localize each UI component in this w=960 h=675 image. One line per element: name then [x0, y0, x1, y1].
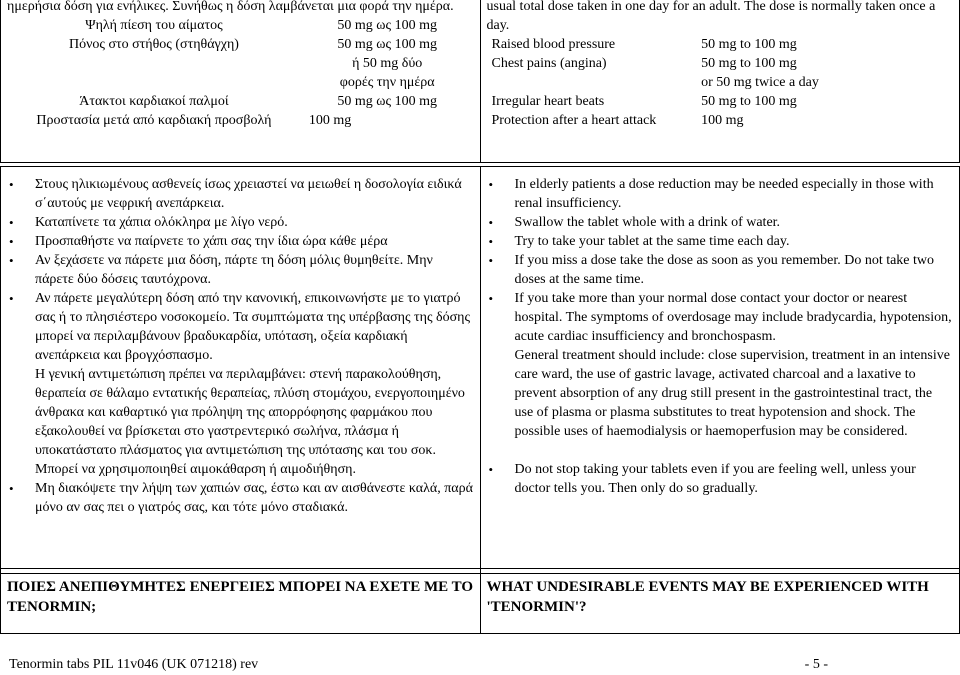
dose-value: 100 mg	[308, 113, 352, 128]
bullet-icon: •	[9, 177, 14, 192]
bullet-icon: •	[488, 177, 494, 192]
dose-condition: Προστασία μετά από καρδιακή προσβολή	[36, 113, 272, 128]
list-item-text: In elderly patients a dose reduction may be needed especially in those with renal insufficiency.	[514, 177, 934, 211]
section-heading-table	[0, 568, 960, 634]
english-dosage-cell	[480, 0, 960, 163]
english-instructions-cell	[480, 167, 960, 574]
greek-dosage-cell	[1, 0, 481, 163]
footer-document-id: Tenormin tabs PIL 11v046 (UK 071218) rev	[9, 657, 259, 672]
list-item-text: Try to take your tablet at the same time each day.	[514, 234, 790, 249]
bullet-icon: •	[488, 234, 494, 249]
greek-instructions-cell	[1, 167, 481, 574]
greek-bullet-list	[7, 175, 474, 517]
dose-row	[487, 35, 954, 54]
list-item	[7, 232, 474, 251]
dose-row	[487, 92, 954, 111]
dose-value: or 50 mg twice a day	[701, 75, 819, 90]
list-item-text: If you miss a dose take the dose as soon as you remember. Do not take two doses at the same time.	[514, 253, 935, 287]
bullet-icon: •	[9, 291, 14, 306]
footer-page-number: - 5 -	[804, 657, 828, 672]
dose-row	[487, 111, 954, 130]
greek-section-heading: ΠΟΙΕΣ ΑΝΕΠΙΘΥΜΗΤΕΣ ΕΝΕΡΓΕΙΕΣ ΜΠΟΡΕΙ ΝΑ ΕΧΕΤΕ ΜΕ ΤΟ TENORMIN;	[1, 569, 481, 634]
list-item	[487, 232, 954, 251]
dose-row	[487, 54, 954, 73]
list-item-text: If you take more than your normal dose contact your doctor or nearest hospital. The symptoms of overdosage may include bradycardia, hypotension, acute cardiac insufficiency and bronchospasm.	[514, 291, 952, 344]
list-item	[487, 289, 954, 441]
dose-value: 50 mg ως 100 mg	[337, 94, 437, 109]
list-item-text: Do not stop taking your tablets even if you are feeling well, unless your doctor tells you. Then only do so gradually.	[514, 462, 916, 496]
dose-row	[7, 35, 474, 54]
english-bullet-list	[487, 175, 954, 498]
list-item	[487, 460, 954, 498]
list-item	[487, 213, 954, 232]
dose-condition: Άτακτοι καρδιακοί παλμοί	[79, 94, 229, 109]
list-item	[7, 175, 474, 213]
bullet-icon: •	[9, 253, 14, 268]
dose-row	[7, 92, 474, 111]
list-item-text: Αν πάρετε μεγαλύτερη δόση από την κανονική, επικοινωνήστε με το γιατρό σας ή το πλησιέστερο νοσοκομείο. Τα συμπτώματα της υπέρβασης της δόσης μπορεί να περιλαμβάνουν βραδυκαρδία, υπόταση, οξεία καρδιακή ανεπάρκεια και βρογχόσπασμο.	[35, 291, 471, 363]
list-item	[487, 251, 954, 289]
dose-value: 50 mg to 100 mg	[701, 37, 797, 52]
list-item-text: Προσπαθήστε να παίρνετε το χάπι σας την ίδια ώρα κάθε μέρα	[35, 234, 388, 249]
bullet-icon: •	[488, 215, 494, 230]
greek-dosage-intro: ημερήσια δόση για ενήλικες. Συνήθως η δόση λαμβάνεται μια φορά την ημέρα.	[7, 0, 454, 14]
dose-condition: Protection after a heart attack	[491, 113, 657, 128]
list-item	[487, 175, 954, 213]
instructions-table	[0, 166, 960, 574]
english-dose-table	[487, 35, 954, 130]
dose-row	[7, 16, 474, 35]
dose-value: 50 mg ως 100 mg	[337, 37, 437, 52]
english-general-treatment: General treatment should include: close supervision, treatment in an intensive care ward, the use of gastric lavage, activated charcoal and a laxative to prevent absorption of any drug still present in the gastrointestinal tract, the use of plasma or plasma substitutes to treat hypotension and shock. The possible uses of haemodialysis or haemoperfusion may be considered.	[514, 348, 950, 439]
bullet-icon: •	[488, 253, 494, 268]
dose-condition: Ψηλή πίεση του αίματος	[85, 18, 223, 33]
bullet-icon: •	[9, 234, 14, 249]
dose-row	[7, 73, 474, 92]
greek-dose-table	[7, 16, 474, 130]
dose-value: 50 mg ως 100 mg	[337, 18, 437, 33]
dose-value: 50 mg to 100 mg	[701, 56, 797, 71]
list-item-text: Στους ηλικιωμένους ασθενείς ίσως χρειαστεί να μειωθεί η δοσολογία ειδικά σ΄αυτούς με νεφρική ανεπάρκεια.	[35, 177, 462, 211]
bullet-icon: •	[9, 481, 14, 496]
dose-condition: Πόνος στο στήθος (στηθάγχη)	[68, 37, 239, 52]
dose-condition: Irregular heart beats	[491, 94, 605, 109]
english-section-heading: WHAT UNDESIRABLE EVENTS MAY BE EXPERIENCED WITH 'TENORMIN'?	[480, 569, 960, 634]
english-dosage-intro: usual total dose taken in one day for an adult. The dose is normally taken once a day.	[486, 0, 936, 33]
list-item	[7, 479, 474, 517]
dose-row	[7, 111, 474, 130]
list-item-text: Καταπίνετε τα χάπια ολόκληρα με λίγο νερό.	[35, 215, 288, 230]
list-item	[7, 213, 474, 232]
dosage-table	[0, 0, 960, 163]
list-item	[7, 251, 474, 289]
list-item-text: Μη διακόψετε την λήψη των χαπιών σας, έστω και αν αισθάνεστε καλά, παρά μόνο αν σας πει ο γιατρός σας, και τότε μόνο σταδιακά.	[35, 481, 473, 515]
bullet-icon: •	[9, 215, 14, 230]
dose-condition: Chest pains (angina)	[491, 56, 607, 71]
dose-row	[487, 73, 954, 92]
bullet-icon: •	[488, 291, 494, 306]
dose-value: ή 50 mg δύο	[352, 56, 423, 71]
list-item-text: Swallow the tablet whole with a drink of water.	[514, 215, 781, 230]
greek-general-treatment: Η γενική αντιμετώπιση πρέπει να περιλαμβάνει: στενή παρακολούθηση, θεραπεία σε θάλαμο εντατικής θεραπείας, πλύση στομάχου, ενεργοποιημένο άνθρακα και καθαρτικό για πρόληψη της απορρόφησης φαρμάκου που εξακολουθεί να βρίσκεται στο γαστρεντερικό σωλήνα, πλάσμα ή υποκατάστατο πλάσματος για αντιμετώπιση της υπότασης και του σοκ. Μπορεί να χρησιμοποιηθεί αιμοκάθαρση ή αιμοδιήθηση.	[35, 367, 465, 477]
list-item	[7, 289, 474, 479]
dose-condition: Raised blood pressure	[491, 37, 616, 52]
dose-row	[7, 54, 474, 73]
list-item-text: Αν ξεχάσετε να πάρετε μια δόση, πάρτε τη δόση μόλις θυμηθείτε. Μην πάρετε δύο δόσεις ταυτόχρονα.	[35, 253, 433, 287]
bullet-icon: •	[488, 462, 494, 477]
dose-value: 100 mg	[701, 113, 744, 128]
dose-value: 50 mg to 100 mg	[701, 94, 797, 109]
dose-value: φορές την ημέρα	[339, 75, 435, 90]
